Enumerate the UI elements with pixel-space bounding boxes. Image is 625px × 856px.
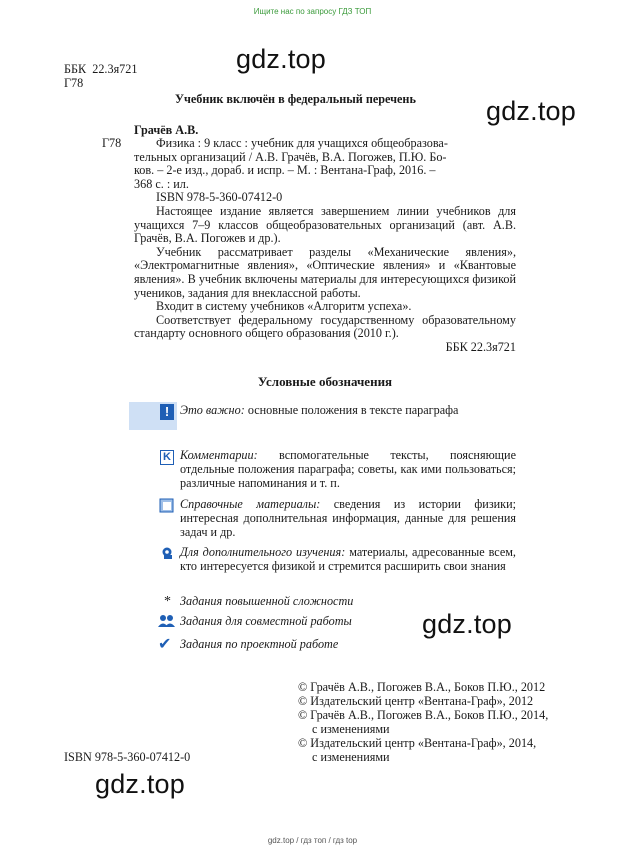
watermark: gdz.top [422, 609, 512, 639]
footer-links[interactable]: gdz.top / гдз топ / гдз top [267, 836, 358, 845]
copyright-block [298, 680, 578, 764]
legend-item-extra-study [180, 546, 516, 574]
bbk-top [64, 62, 137, 90]
legend-item-reference [180, 498, 516, 539]
legend-item-comments [180, 449, 516, 490]
catalog-mark: Г78 [102, 136, 122, 150]
watermark: gdz.top [236, 44, 326, 74]
federal-list-note: Учебник включён в федеральный перечень [175, 92, 416, 106]
k-letter-icon: K [160, 450, 174, 465]
annotation-paragraph: Учебник рассматривает разделы «Механические явления», «Электромагнитные явления», «Оптические явления» и «Квантовые явления». В учебник включены материалы для интересующихся физикой учеников, задания для внеклассной работы. [134, 244, 516, 300]
catalog-entry [134, 137, 516, 355]
catalog-isbn: ISBN 978-5-360-07412-0 [156, 190, 283, 205]
exclamation-icon: ! [160, 404, 174, 420]
catalog-line: Физика : 9 класс : учебник для учащихся общеобразова- [156, 136, 448, 150]
watermark: gdz.top [486, 96, 576, 126]
copyright-line: © Грачёв А.В., Погожев В.А., Боков П.Ю., 2014, [298, 708, 549, 722]
legend-desc: материалы, адресованные всем, кто интересуется физикой и стремится расширить свои знания [180, 545, 516, 573]
catalog-line: 368 с. : ил. [134, 176, 189, 191]
copyright-line: © Грачёв А.В., Погожев В.А., Боков П.Ю., 2012 [298, 680, 546, 694]
copyright-line: с изменениями [312, 750, 390, 764]
legend-term: Справочные материалы: [180, 497, 321, 511]
annotation-paragraph: Соответствует федеральному государственному образовательному стандарту основного общего образования (2010 г.). [134, 312, 516, 341]
legend-desc: вспомогательные тексты, поясняющие отдельные положения параграфа; советы, как ими пользоваться; различные напоминания и т. п. [180, 448, 516, 490]
top-banner[interactable]: Ищите нас по запросу ГДЗ ТОП [253, 7, 372, 16]
legend-desc: основные положения в тексте параграфа [244, 403, 459, 417]
people-icon [158, 614, 176, 628]
copyright-line: © Издательский центр «Вентана-Граф», 2014, [298, 736, 537, 750]
legend-title: Условные обозначения [257, 374, 393, 389]
bbk-bottom: ББК 22.3я721 [445, 339, 516, 354]
catalog-author: Грачёв А.В. [134, 123, 199, 137]
legend-item-important [180, 404, 516, 418]
catalog-line: ков. – 2-е изд., дораб. и испр. – М. : Вентана-Граф, 2016. – [134, 163, 436, 178]
bbk-code: 22.3я721 [92, 62, 138, 76]
checkmark-icon: ✔ [158, 634, 172, 653]
legend-desc: сведения из истории физики; интересная дополнительная информация, данные для решения задач и др. [180, 497, 516, 539]
copyright-line: с изменениями [312, 722, 390, 736]
annotation-paragraph: Входит в систему учебников «Алгоритм успеха». [156, 299, 412, 314]
annotation-paragraph: Настоящее издание является завершением линии учебников для учащихся 7–9 классов общеобразовательных организаций (авт. А.В. Грачёв, В.А. Погожев и др.). [134, 203, 516, 246]
extra-study-icon [160, 546, 175, 561]
task-label-group: Задания для совместной работы [180, 614, 352, 628]
watermark: gdz.top [95, 769, 185, 799]
copyright-line: © Издательский центр «Вентана-Граф», 2012 [298, 694, 534, 708]
asterisk-icon: * [164, 594, 171, 609]
task-label-project: Задания по проектной работе [180, 637, 339, 651]
author-mark: Г78 [64, 76, 84, 90]
catalog-line: тельных организаций / А.В. Грачёв, В.А. Погожев, П.Ю. Бо- [134, 149, 447, 164]
isbn-bottom: ISBN 978-5-360-07412-0 [64, 750, 191, 764]
legend-term: Это важно: [180, 403, 245, 417]
bbk-label: ББК [64, 62, 87, 76]
reference-card-icon [159, 498, 175, 513]
legend-term: Для дополнительного изучения: [180, 545, 346, 559]
task-label-advanced: Задания повышенной сложности [180, 594, 354, 608]
legend-term: Комментарии: [180, 448, 258, 462]
